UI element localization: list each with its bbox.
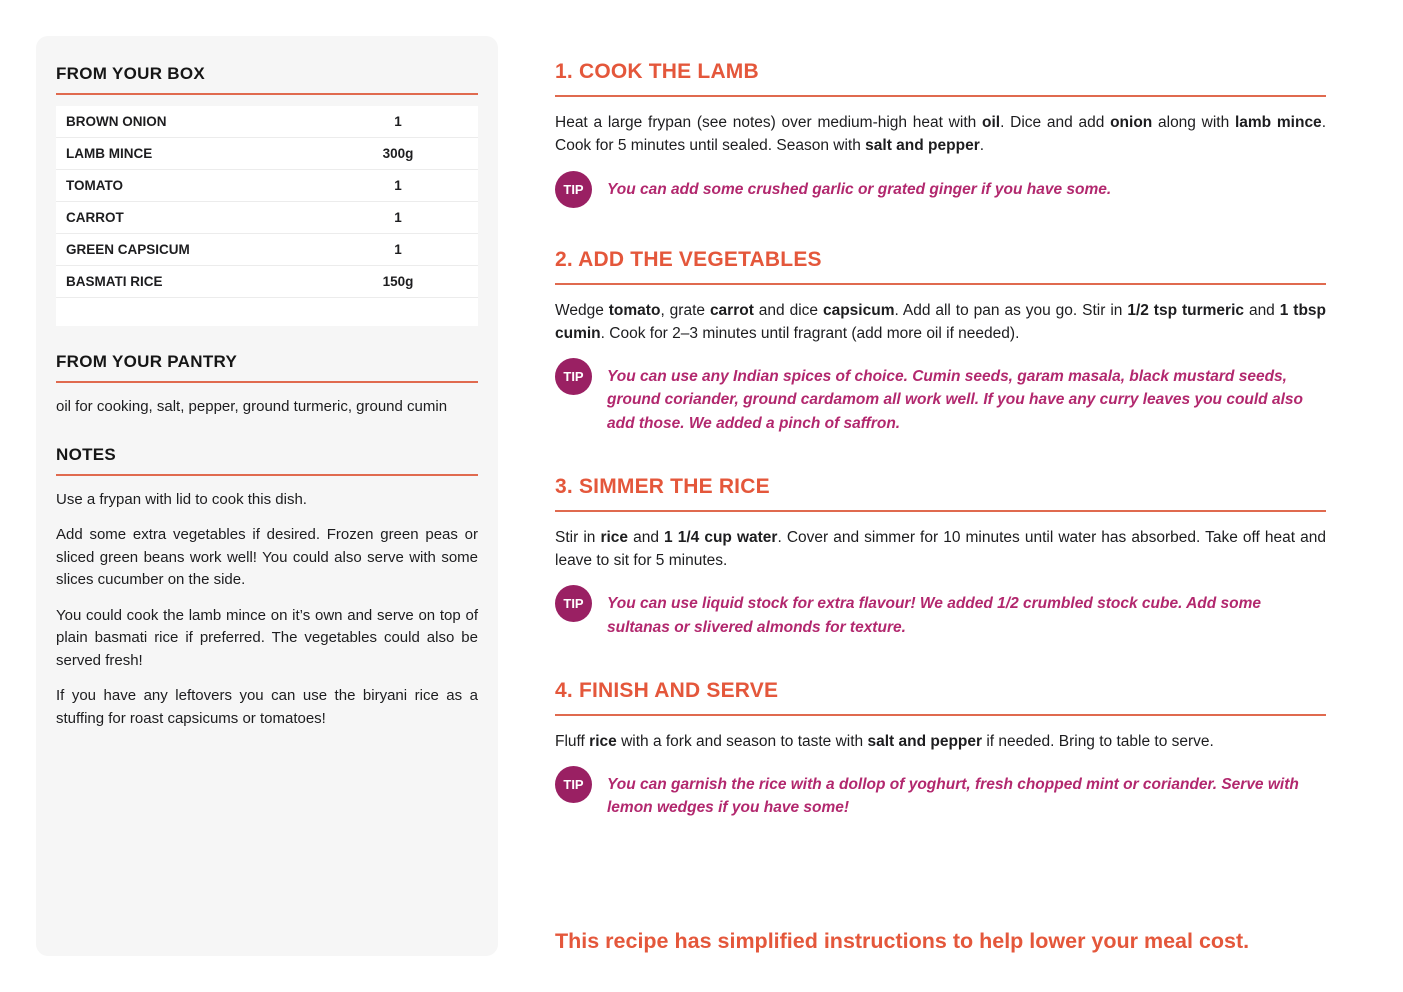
ingredient-amount: 1 [318, 170, 478, 202]
tip-callout [555, 773, 1326, 820]
instructions-column [555, 36, 1326, 956]
ingredient-row [56, 138, 478, 170]
step-title: 2. ADD THE VEGETABLES [555, 248, 1326, 285]
tip-text: You can add some crushed garlic or grated ginger if you have some. [607, 180, 1112, 198]
tip-text: You can use liquid stock for extra flavour! We added 1/2 crumbled stock cube. Add some sultanas or slivered almonds for texture. [607, 595, 1262, 636]
note-paragraph: Add some extra vegetables if desired. Frozen green peas or sliced green beans work well! You could also serve with some slices cucumber on the side. [56, 526, 478, 588]
step-title: 4. FINISH AND SERVE [555, 679, 1326, 716]
ingredient-name: BASMATI RICE [56, 266, 318, 298]
tip-callout [555, 365, 1326, 435]
notes-heading: NOTES [56, 445, 478, 476]
ingredient-amount: 1 [318, 234, 478, 266]
ingredient-row [56, 234, 478, 266]
step-body: Fluff rice with a fork and season to taste with salt and pepper if needed. Bring to table to serve. [555, 732, 1214, 750]
step-4 [555, 679, 1326, 820]
note-paragraph: If you have any leftovers you can use the biryani rice as a stuffing for roast capsicums or tomatoes! [56, 687, 478, 727]
tip-badge: TIP [555, 171, 592, 208]
ingredient-name: TOMATO [56, 170, 318, 202]
note-paragraph: You could cook the lamb mince on it’s own and serve on top of plain basmati rice if preferred. The vegetables could also be served fresh! [56, 606, 478, 669]
ingredient-name: CARROT [56, 202, 318, 234]
tip-text: You can use any Indian spices of choice. Cumin seeds, garam masala, black mustard seeds, ground coriander, ground cardamom all work well. If you have any curry leaves you could also add those. We added a pinch of saffron. [607, 368, 1303, 432]
step-title: 1. COOK THE LAMB [555, 60, 1326, 97]
ingredient-name: BROWN ONION [56, 106, 318, 138]
box-heading: FROM YOUR BOX [56, 64, 478, 95]
step-body: Wedge tomato, grate carrot and dice capsicum. Add all to pan as you go. Stir in 1/2 tsp turmeric and 1 tbsp cumin. Cook for 2–3 minutes until fragrant (add more oil if needed). [555, 301, 1327, 342]
table-spacer [56, 298, 478, 326]
ingredient-amount: 1 [318, 106, 478, 138]
step-3 [555, 475, 1326, 639]
ingredient-row [56, 170, 478, 202]
step-2 [555, 248, 1326, 435]
ingredient-row [56, 266, 478, 298]
tip-badge: TIP [555, 585, 592, 622]
step-1 [555, 60, 1326, 208]
tip-text: You can garnish the rice with a dollop of yoghurt, fresh chopped mint or coriander. Serve with lemon wedges if you have some! [607, 776, 1299, 817]
pantry-heading: FROM YOUR PANTRY [56, 352, 478, 383]
tip-callout [555, 178, 1326, 208]
tip-badge: TIP [555, 766, 592, 803]
pantry-text: oil for cooking, salt, pepper, ground turmeric, ground cumin [56, 398, 448, 415]
ingredient-amount: 300g [318, 138, 478, 170]
cost-note: This recipe has simplified instructions to help lower your meal cost. [555, 929, 1250, 953]
ingredients-table [56, 106, 478, 326]
step-body: Stir in rice and 1 1/4 cup water. Cover and simmer for 10 minutes until water has absorbed. Take off heat and leave to sit for 5 minutes. [555, 528, 1326, 569]
ingredient-row [56, 202, 478, 234]
note-paragraph: Use a frypan with lid to cook this dish. [56, 490, 307, 508]
tip-callout [555, 592, 1326, 639]
ingredient-amount: 1 [318, 202, 478, 234]
tip-badge: TIP [555, 358, 592, 395]
step-body: Heat a large frypan (see notes) over medium-high heat with oil. Dice and add onion along with lamb mince. Cook for 5 minutes until sealed. Season with salt and pepper. [555, 114, 1326, 155]
step-title: 3. SIMMER THE RICE [555, 475, 1326, 512]
ingredient-name: GREEN CAPSICUM [56, 234, 318, 266]
ingredient-amount: 150g [318, 266, 478, 298]
ingredient-row [56, 106, 478, 138]
ingredients-panel [36, 36, 498, 956]
ingredient-name: LAMB MINCE [56, 138, 318, 170]
